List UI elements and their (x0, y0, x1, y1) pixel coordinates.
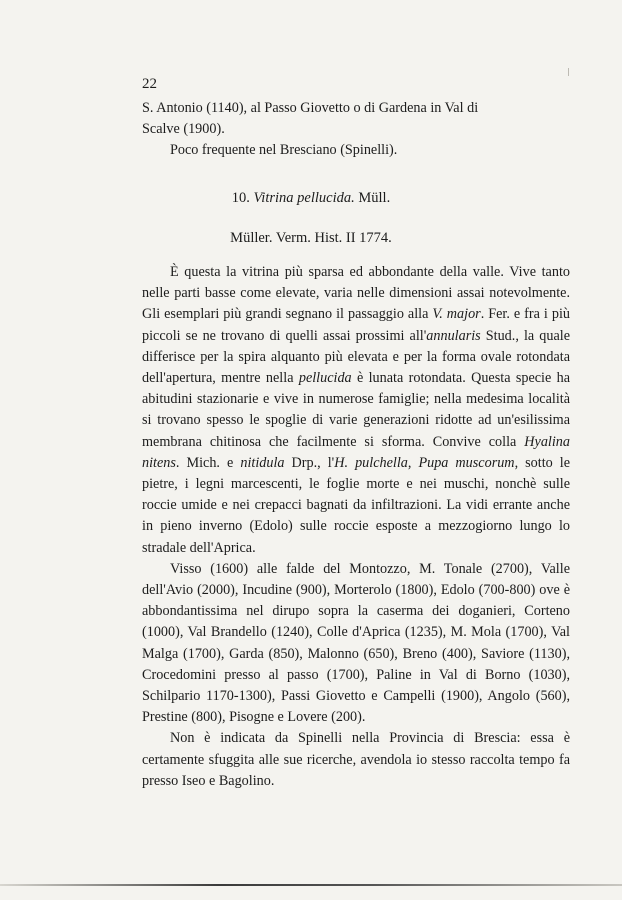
note-paragraph: Non è indicata da Spinelli nella Provincia di Brescia: essa è certamente sfuggita alle sue ricerche, avendola io stesso raccolta tempo fa presso Iseo e Bagolino. (142, 730, 570, 789)
intro-line-2: Scalve (1900). (142, 121, 225, 138)
species-author: Müll. (358, 190, 391, 206)
page-number: 22 (142, 76, 157, 92)
body-text (142, 262, 570, 792)
species-number: 10. (231, 190, 250, 206)
intro-text (142, 98, 570, 162)
intro-note: Poco frequente nel Bresciano (Spinelli). (170, 142, 398, 159)
species-name: Vitrina pellucida. (253, 190, 355, 206)
scan-edge-mark (568, 68, 569, 76)
intro-line-1: S. Antonio (1140), al Passo Giovetto o di Gardena in Val di (142, 100, 479, 116)
species-citation: Müller. Verm. Hist. II 1774. (230, 230, 392, 246)
page-bottom-rule (0, 884, 622, 886)
species-heading (0, 190, 622, 207)
description-paragraph: È questa la vitrina più sparsa ed abbondante della valle. Vive tanto nelle parti basse come elevate, varia nelle dimensioni assai notevolmente. Gli esemplari più grandi segnano il passaggio alla V. major. Fer. e fra i più piccoli se ne trovano di quelli assai prossimi all'annularis Stud., la quale differisce per la spira alquanto più elevata e per la forma ovale rotondata dell'apertura, mentre nella pellucida è lunata rotondata. Questa specie ha abitudini stazionarie e vive in numerose famiglie; nella medesima località si trovano spesso le spoglie di varie generazioni ridotte ad un'esilissima membrana chitinosa che facilmente si sforma. Convive colla Hyalina nitens. Mich. e nitidula Drp., l'H. pulchella, Pupa muscorum, sotto le pietre, i legni marcescenti, le foglie morte e nei muschi, nonchè sulle roccie umide e nei crepacci bagnati da infiltrazioni. La vidi errante anche in pieno inverno (Edolo) sulle roccie esposte a mezzogiorno lungo lo stradale dell'Aprica. (142, 264, 571, 556)
localities-paragraph: Visso (1600) alle falde del Montozzo, M. Tonale (2700), Valle dell'Avio (2000), Incudine (900), Morterolo (1800), Edolo (700-800) ove è abbondantissima nel dirupo sopra la caserma dei doganieri, Corteno (1000), Val Brandello (1240), Colle d'Aprica (1235), M. Mola (1700), Val Malga (1700), Garda (850), Malonno (650), Breno (400), Saviore (1130), Crocedomini presso al passo (1700), Paline in Val di Borno (1030), Schilpario 1170-1300), Passi Giovetto e Campelli (1900), Angolo (560), Prestine (800), Pisogne e Lovere (200). (142, 560, 570, 726)
